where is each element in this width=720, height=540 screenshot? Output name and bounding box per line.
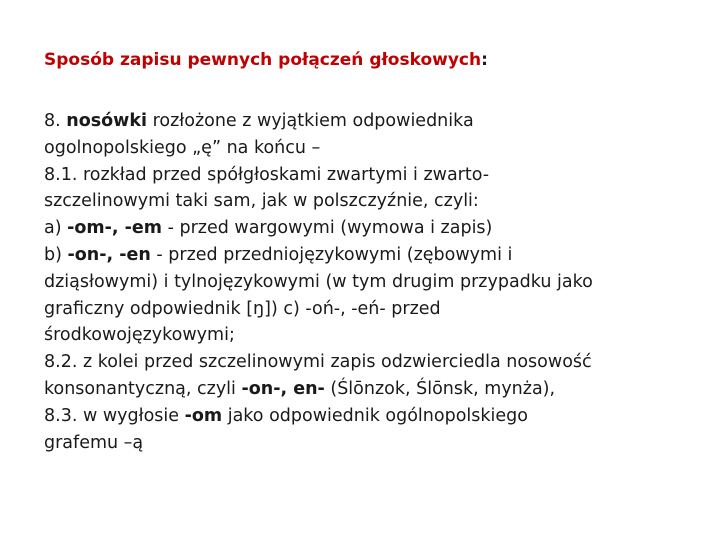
- text-span: (Ślōnzok, Ślōnsk, mynża),: [324, 378, 556, 399]
- text-span: b): [44, 244, 68, 265]
- text-line-9: środkowojęzykowymi;: [44, 325, 235, 346]
- text-line-6: [44, 242, 694, 269]
- bold-term-on-en: -on-, -en: [67, 244, 151, 265]
- slide-title-text: Sposób zapisu pewnych połączeń głoskowych: [44, 50, 482, 70]
- text-span: rozłożone z wyjątkiem odpowiednika: [147, 111, 474, 131]
- slide-title-colon: :: [481, 50, 488, 70]
- text-span: a): [44, 218, 68, 239]
- text-line-1: [44, 108, 694, 135]
- bold-term-on-en-2: -on-, en-: [241, 378, 325, 399]
- text-line-10: 8.2. z kolei przed szczelinowymi zapis odzwierciedla nosowość: [44, 352, 592, 373]
- text-line-11: [44, 376, 694, 403]
- bold-term-om-em: -om-, -em: [67, 218, 163, 239]
- text-line-2: ogolnopolskiego „ę” na końcu –: [44, 137, 321, 158]
- slide-title: [44, 48, 684, 72]
- text-span: 8.: [44, 111, 67, 131]
- bold-term-om: -om: [184, 405, 223, 426]
- text-span: konsonantyczną, czyli: [44, 378, 242, 399]
- text-line-4: szczelinowymi taki sam, jak w polszczyźnie, czyli:: [44, 191, 479, 212]
- slide-body: [44, 108, 694, 456]
- text-span: jako odpowiednik ogólnopolskiego: [222, 405, 528, 426]
- text-line-3: 8.1. rozkład przed spółgłoskami zwartymi i zwarto-: [44, 164, 490, 185]
- text-span: - przed wargowymi (wymowa i zapis): [162, 218, 493, 239]
- text-line-8: graficzny odpowiednik [ŋ]) c) -oń-, -eń- przed: [44, 298, 441, 319]
- text-span: 8.3. w wygłosie: [44, 405, 185, 426]
- text-line-12: [44, 403, 694, 430]
- bold-term-nosowki: nosówki: [66, 111, 147, 131]
- text-line-7: dziąsłowymi) i tylnojęzykowymi (w tym drugim przypadku jako: [44, 271, 593, 292]
- text-line-5: [44, 215, 694, 242]
- text-line-13: grafemu –ą: [44, 432, 144, 453]
- text-span: - przed przedniojęzykowymi (zębowymi i: [150, 244, 513, 265]
